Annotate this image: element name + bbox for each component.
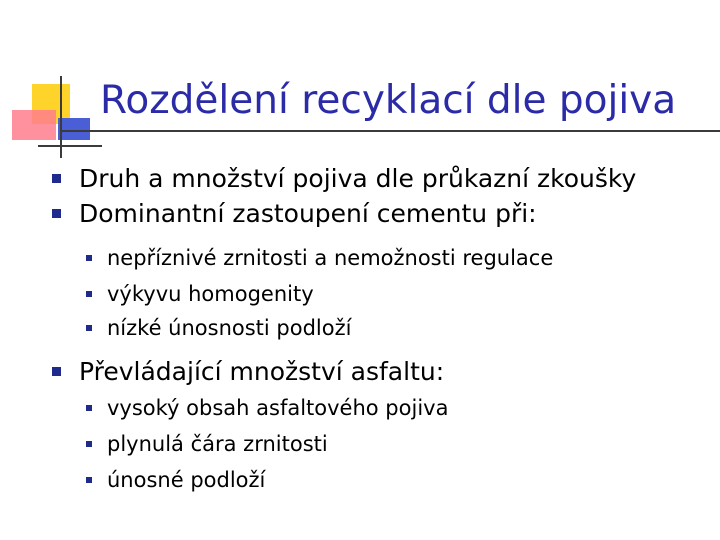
list-item [86,432,328,456]
list-item [86,396,448,420]
list-item-text: Převládající množství asfaltu: [79,357,445,386]
bullet-square-icon [86,325,92,331]
bullet-square-icon [52,174,61,183]
list-item-text: nízké únosnosti podloží [107,316,352,340]
bullet-square-icon [52,367,61,376]
list-item-text: únosné podloží [107,468,266,492]
list-item-text: vysoký obsah asfaltového pojiva [107,396,449,420]
list-item [86,282,314,306]
bullet-square-icon [52,209,61,218]
list-item [86,468,265,492]
bullet-square-icon [86,291,92,297]
list-item-text: výkyvu homogenity [107,282,314,306]
list-item [86,316,351,340]
bullet-square-icon [86,405,92,411]
bullet-square-icon [86,255,92,261]
list-item-text: plynulá čára zrnitosti [107,432,328,456]
list-item [52,164,636,193]
list-item-text: nepříznivé zrnitosti a nemožnosti regulace [107,246,554,270]
bullet-square-icon [86,477,92,483]
slide-title: Rozdělení recyklací dle pojiva [100,78,677,123]
list-item-text: Druh a množství pojiva dle průkazní zkoušky [79,164,637,193]
list-item [52,357,444,386]
list-item [86,246,553,270]
list-item-text: Dominantní zastoupení cementu při: [79,199,537,228]
list-item [52,199,537,228]
bullet-square-icon [86,441,92,447]
